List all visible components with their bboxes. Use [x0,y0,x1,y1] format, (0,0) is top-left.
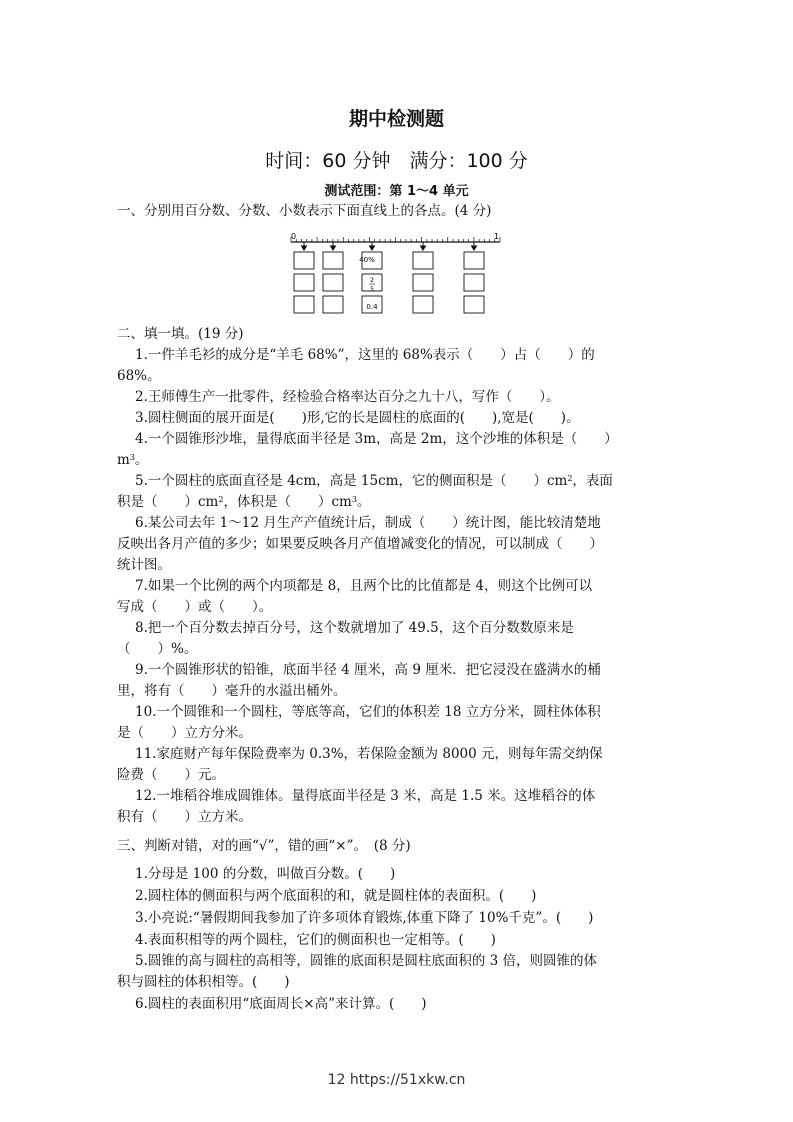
s2-question-11-line2: 险费（ ）元。 [117,767,225,783]
s2-question-12-line1: 12.一堆稻谷堆成圆锥体。量得底面半径是 3 米，高是 1.5 米。这堆稻谷的体 [135,788,596,804]
s2-question-5-part1: 5.一个圆柱的底面直径是 4cm，高是 15cm，它的侧面积是（ ）cm [135,473,568,489]
point-marker [331,242,336,250]
number-line-figure [282,228,507,318]
given-percent-label: 40% [359,256,375,264]
point-marker [472,242,477,250]
s2-question-11-line1: 11.家庭财产每年保险费率为 0.3%，若保险金额为 8000 元，则每年需交纳保 [135,746,603,762]
point-markers [302,242,477,250]
section1-heading: 一、分别用百分数、分数、小数表示下面直线上的各点。(4 分) [117,203,492,219]
s2-question-7-line2: 写成（ ）或（ ）。 [117,599,273,615]
answer-box [464,252,484,269]
section2-heading: 二、填一填。(19 分) [117,326,244,342]
answer-box [413,296,433,313]
s2-question-1-line1: 1.一件羊毛衫的成分是“羊毛 68%”，这里的 68%表示（ ）占（ ）的 [135,347,595,363]
answer-box [294,274,314,291]
unit-superscript: 3 [351,495,357,504]
s2-question-1-line2: 68%。 [117,368,161,384]
given-fraction-numerator: 2 [370,277,374,284]
s3-question-5-line1: 5.圆锥的高与圆柱的高相等，圆锥的底面积是圆柱底面积的 3 倍，则圆锥的体 [135,953,598,969]
unit-superscript: 2 [218,495,224,504]
given-fraction-denominator: 5 [370,286,374,293]
s2-question-4-end: 。 [134,452,149,468]
s3-question-3: 3.小亮说:“暑假期间我参加了许多项体育锻炼,体重下降了 10%千克”。( ) [135,910,594,926]
answer-box [294,296,314,313]
s2-question-4-line1: 4.一个圆锥形沙堆，量得底面半径是 3m，高是 2m，这个沙堆的体积是（ ） [135,431,618,447]
number-line-ticks [291,237,500,242]
answer-boxes [294,252,484,313]
s2-question-6-line3: 统计图。 [117,557,171,573]
s2-question-5-line1 [135,471,675,492]
s2-question-2: 2.王师傅生产一批零件，经检验合格率达百分之九十八，写作（ ）。 [135,389,560,405]
s2-question-6-line1: 6.某公司去年 1～12 月生产产值统计后，制成（ ）统计图，能比较清楚地 [135,515,601,531]
page-footer: 12 https://51xkw.cn [327,1072,466,1088]
s2-question-9-line2: 里，将有（ ）毫升的水溢出桶外。 [117,683,347,699]
answer-box [413,252,433,269]
exam-time-score: 时间：60 分钟 满分：100 分 [265,150,528,172]
s2-question-5-line2 [117,492,677,513]
s2-question-7-line1: 7.如果一个比例的两个内项都是 8，且两个比的比值都是 4，则这个比例可以 [135,578,593,594]
s2-question-9-line1: 9.一个圆锥形状的铅锥，底面半径 4 厘米，高 9 厘米．把它浸没在盛满水的桶 [135,662,601,678]
s3-question-5-line2: 积与圆柱的体积相等。( ) [117,974,290,990]
number-line-start-label: 0 [291,232,297,241]
s2-question-12-line2: 积有（ ）立方米。 [117,809,252,825]
s2-question-5-part5: 。 [356,494,371,510]
s3-question-6: 6.圆柱的表面积用“底面周长×高”来计算。( ) [135,996,427,1012]
section3-heading: 三、判断对错，对的画“√”，错的画“×”。 (8 分) [117,838,411,854]
s2-question-8-line2: （ ）%。 [117,641,198,657]
answer-box [413,274,433,291]
point-marker [421,242,426,250]
s3-question-4: 4.表面积相等的两个圆柱，它们的侧面积也一定相等。( ) [135,932,496,948]
answer-box [323,274,343,291]
page-title: 期中检测题 [348,108,444,130]
point-marker [302,242,307,250]
unit-m: m [117,452,130,468]
number-line-end-label: 1 [494,232,500,241]
s3-question-1: 1.分母是 100 的分数，叫做百分数。( ) [135,866,396,882]
s2-question-5-part3: 积是（ ）cm [117,494,219,510]
point-marker [370,242,375,250]
unit-superscript: 3 [129,453,135,462]
s2-question-3: 3.圆柱侧面的展开面是( )形,它的长是圆柱的底面的( ),宽是( )。 [135,410,580,426]
s2-question-5-part2: ，表面 [572,473,613,489]
s2-question-6-line2: 反映出各月产值的多少；如果要反映各月产值增减变化的情况，可以制成（ ） [117,536,603,552]
answer-box [323,252,343,269]
s2-question-8-line1: 8.把一个百分数去掉百分号，这个数就增加了 49.5，这个百分数数原来是 [135,620,574,636]
answer-box [323,296,343,313]
answer-box [294,252,314,269]
answer-box [464,274,484,291]
test-scope: 测试范围：第 1～4 单元 [324,184,469,199]
s2-question-10-line2: 是（ ）立方分米。 [117,725,252,741]
unit-superscript: 2 [567,474,573,483]
s2-question-4-line2 [117,450,677,471]
s2-question-10-line1: 10.一个圆锥和一个圆柱，等底等高，它们的体积差 18 立方分米，圆柱体体积 [135,704,601,720]
given-decimal-label: 0.4 [366,303,378,311]
s2-question-5-part4: ，体积是（ ）cm [223,494,352,510]
answer-box [464,296,484,313]
s3-question-2: 2.圆柱体的侧面积与两个底面积的和，就是圆柱体的表面积。( ) [135,888,537,904]
